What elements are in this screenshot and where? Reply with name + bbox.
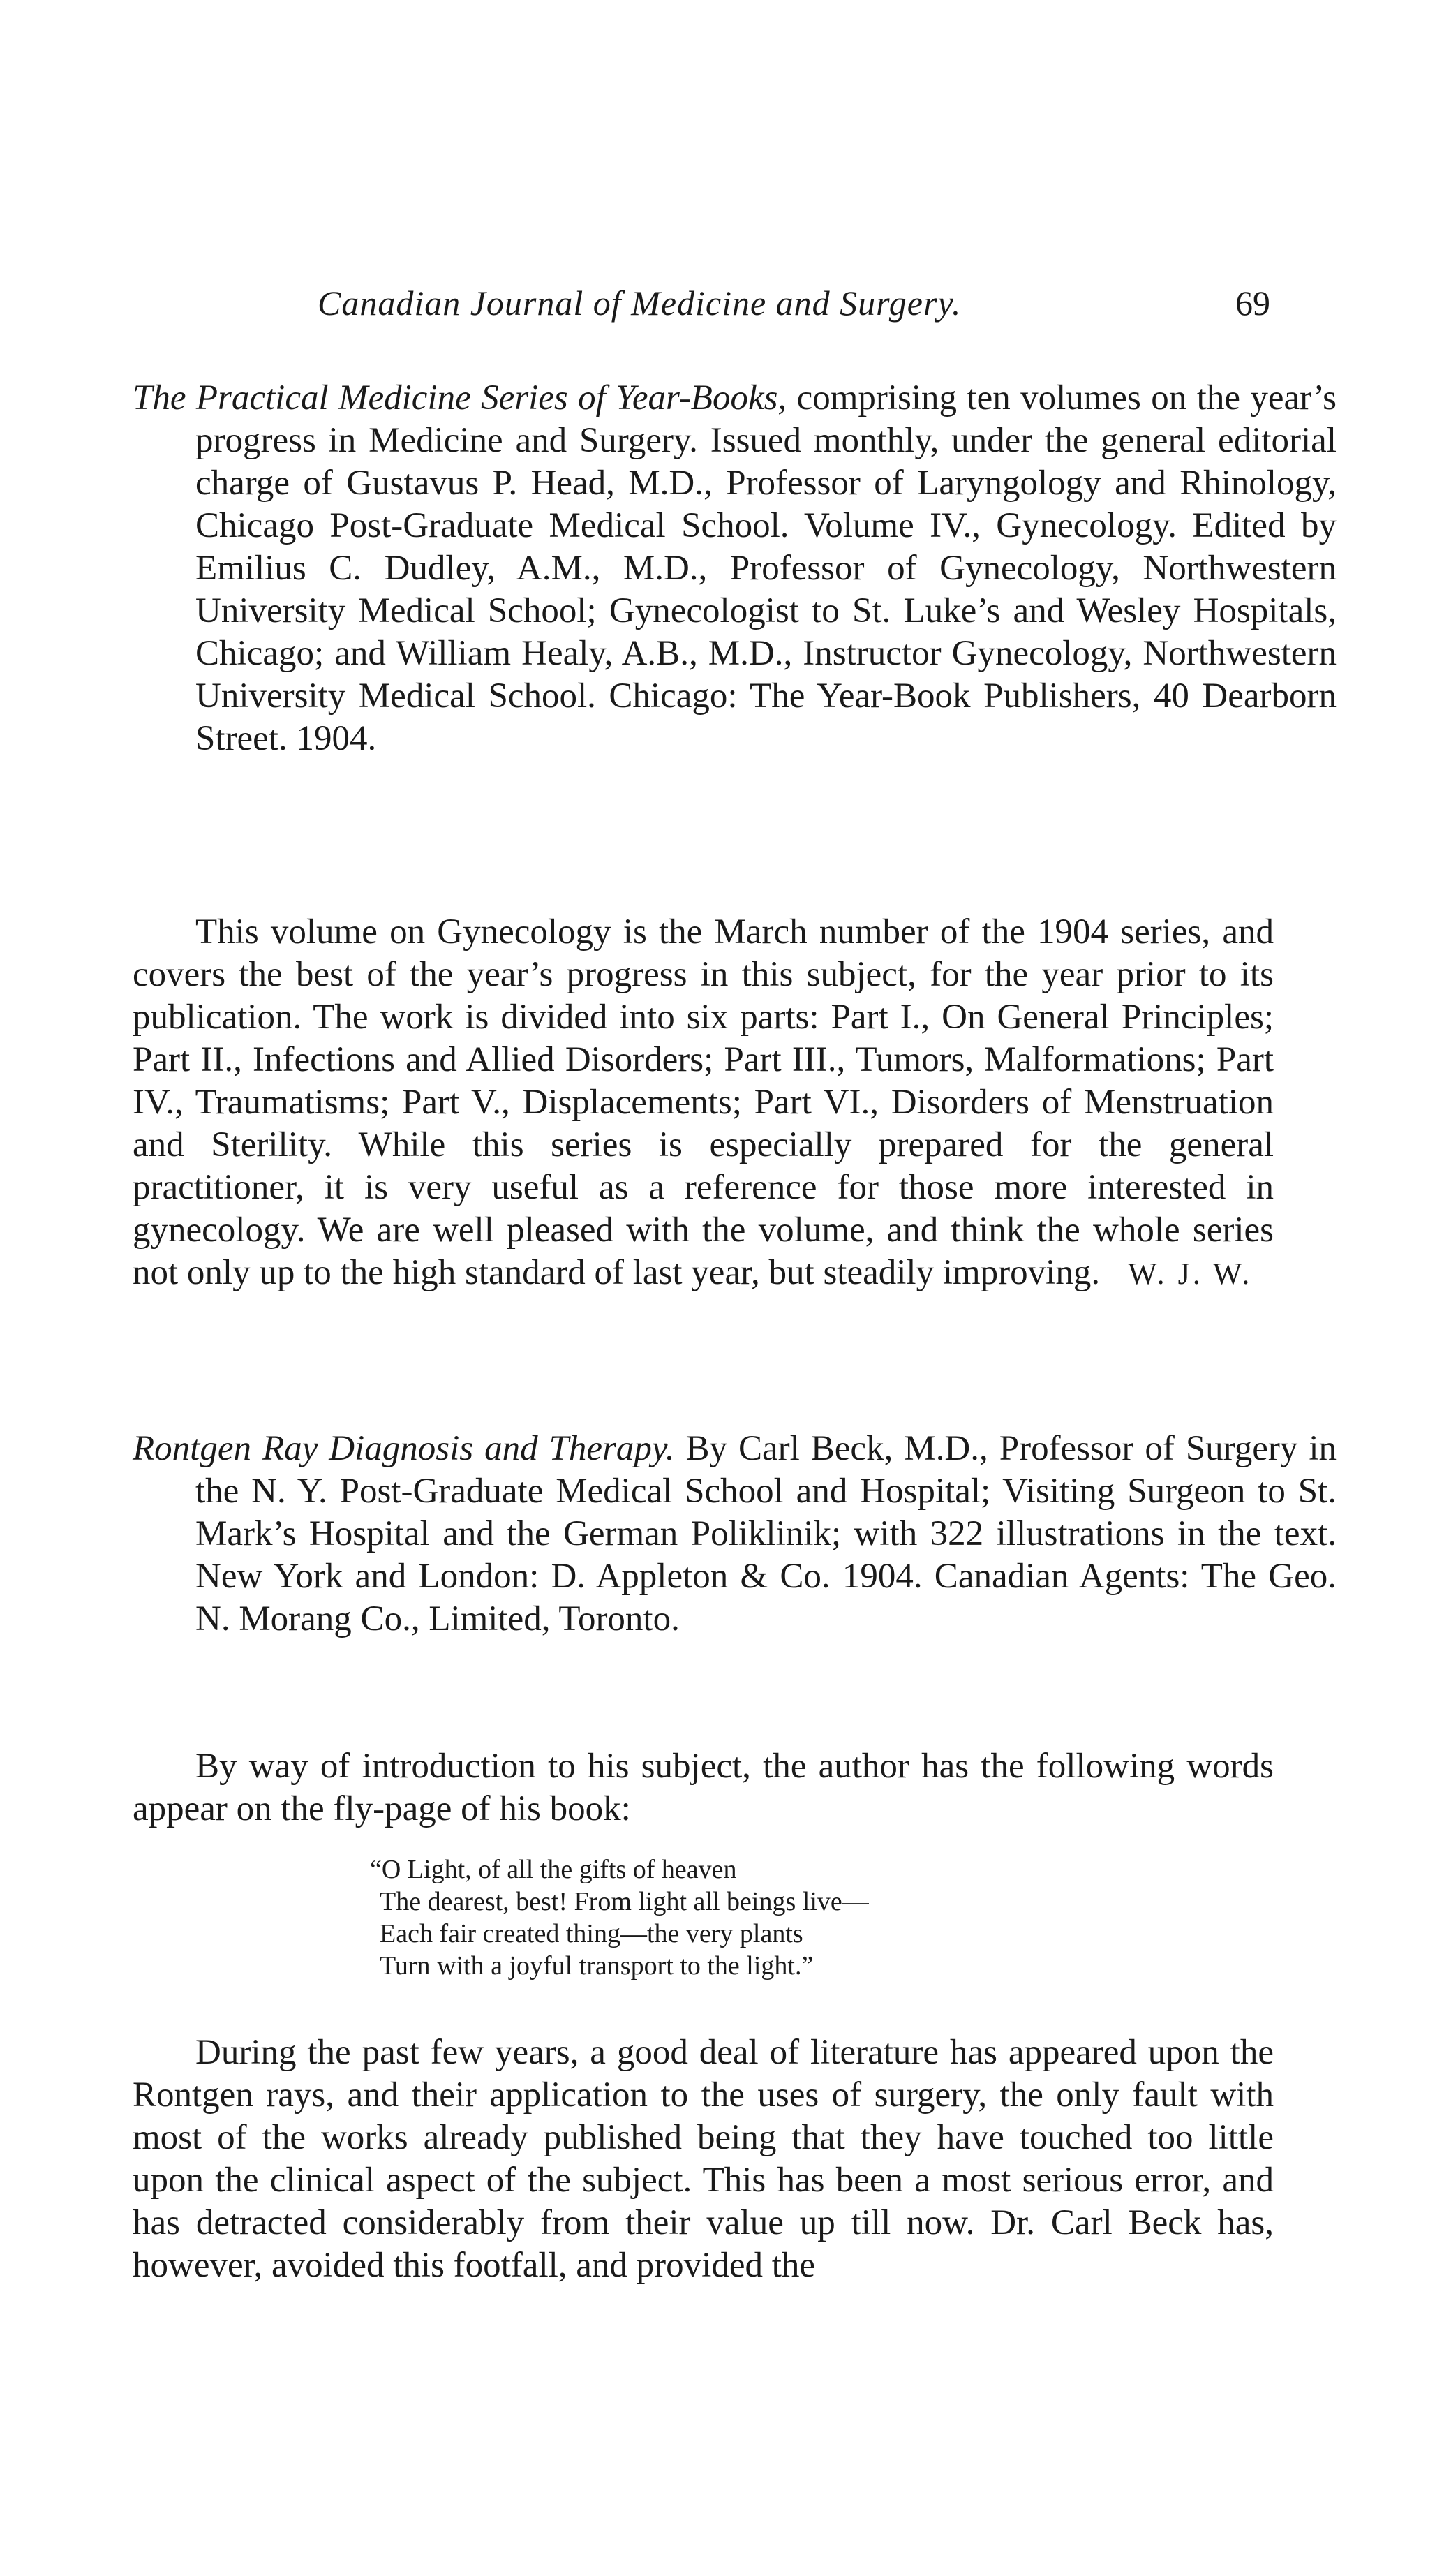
poem-line: The dearest, best! From light all beings live— (380, 1887, 869, 1916)
review-2-citation-text: By Carl Beck, M.D., Professor of Surgery in the N. Y. Post-Graduate Medical School and Hospital; Visiting Surgeon to St. Mark’s Hospital and the German Poliklinik; with 322 illustrations in the text. New York and London: D. Appleton & Co. 1904. Canadian Agents: The Geo. N. Morang Co., Limited, Toronto. (195, 1429, 1337, 1638)
poem-quote (370, 1853, 869, 1982)
poem-line: Each fair created thing—the very plants (380, 1919, 803, 1948)
review-1-book-title: The Practical Medicine Series of Year-Books, (133, 378, 787, 417)
journal-title: Canadian Journal of Medicine and Surgery. (318, 283, 962, 323)
review-1-citation (133, 377, 1337, 760)
review-2-intro (133, 1745, 1274, 1830)
review-1-body-text: This volume on Gynecology is the March number of the 1904 series, and covers the best of the year’s progress in this subject, for the year prior to its publication. The work is divided into six parts: Part I., On General Principles; Part II., Infections and Allied Disorders; Part III., Tumors, Malformations; Part IV., Traumatisms; Part V., Displacements; Part VI., Disorders of Menstruation and Sterility. While this series is especially prepared for the general practitioner, it is very useful as a reference for those more interested in gynecology. We are well pleased with the volume, and think the whole series not only up to the high standard of last year, but steadily improving. (133, 912, 1274, 1292)
page-number: 69 (1235, 283, 1270, 323)
review-2-citation (133, 1428, 1337, 1641)
review-1-citation-text: comprising ten volumes on the year’s progress in Medicine and Surgery. Issued monthly, under the general editorial charge of Gustavus P. Head, M.D., Professor of Laryngology and Rhinology, Chicago Post-Graduate Medical School. Volume IV., Gynecology. Edited by Emilius C. Dudley, A.M., M.D., Professor of Gynecology, Northwestern University Medical School; Gynecologist to St. Luke’s and Wesley Hospitals, Chicago; and William Healy, A.B., M.D., Instructor Gynecology, Northwestern University Medical School. Chicago: The Year-Book Publishers, 40 Dearborn Street. 1904. (195, 378, 1337, 758)
poem-line: Turn with a joyful transport to the light.” (380, 1951, 814, 1981)
review-1-body (133, 911, 1274, 1295)
review-1-signature: W. J. W. (1128, 1257, 1253, 1291)
review-2-book-title: Rontgen Ray Diagnosis and Therapy. (133, 1429, 675, 1468)
review-2-body-text: During the past few years, a good deal of literature has appeared upon the Rontgen rays, and their application to the uses of surgery, the only fault with most of the works already published being that they have touched too little upon the clinical aspect of the subject. This has been a most serious error, and has detracted considerably from their value up till now. Dr. Carl Beck has, however, avoided this footfall, and provided the (133, 2033, 1274, 2285)
review-2-body (133, 2031, 1274, 2287)
review-2-intro-text: By way of introduction to his subject, the author has the following words appear on the fly-page of his book: (133, 1747, 1274, 1828)
running-header (133, 283, 1270, 332)
poem-line: “O Light, of all the gifts of heaven (370, 1855, 737, 1884)
